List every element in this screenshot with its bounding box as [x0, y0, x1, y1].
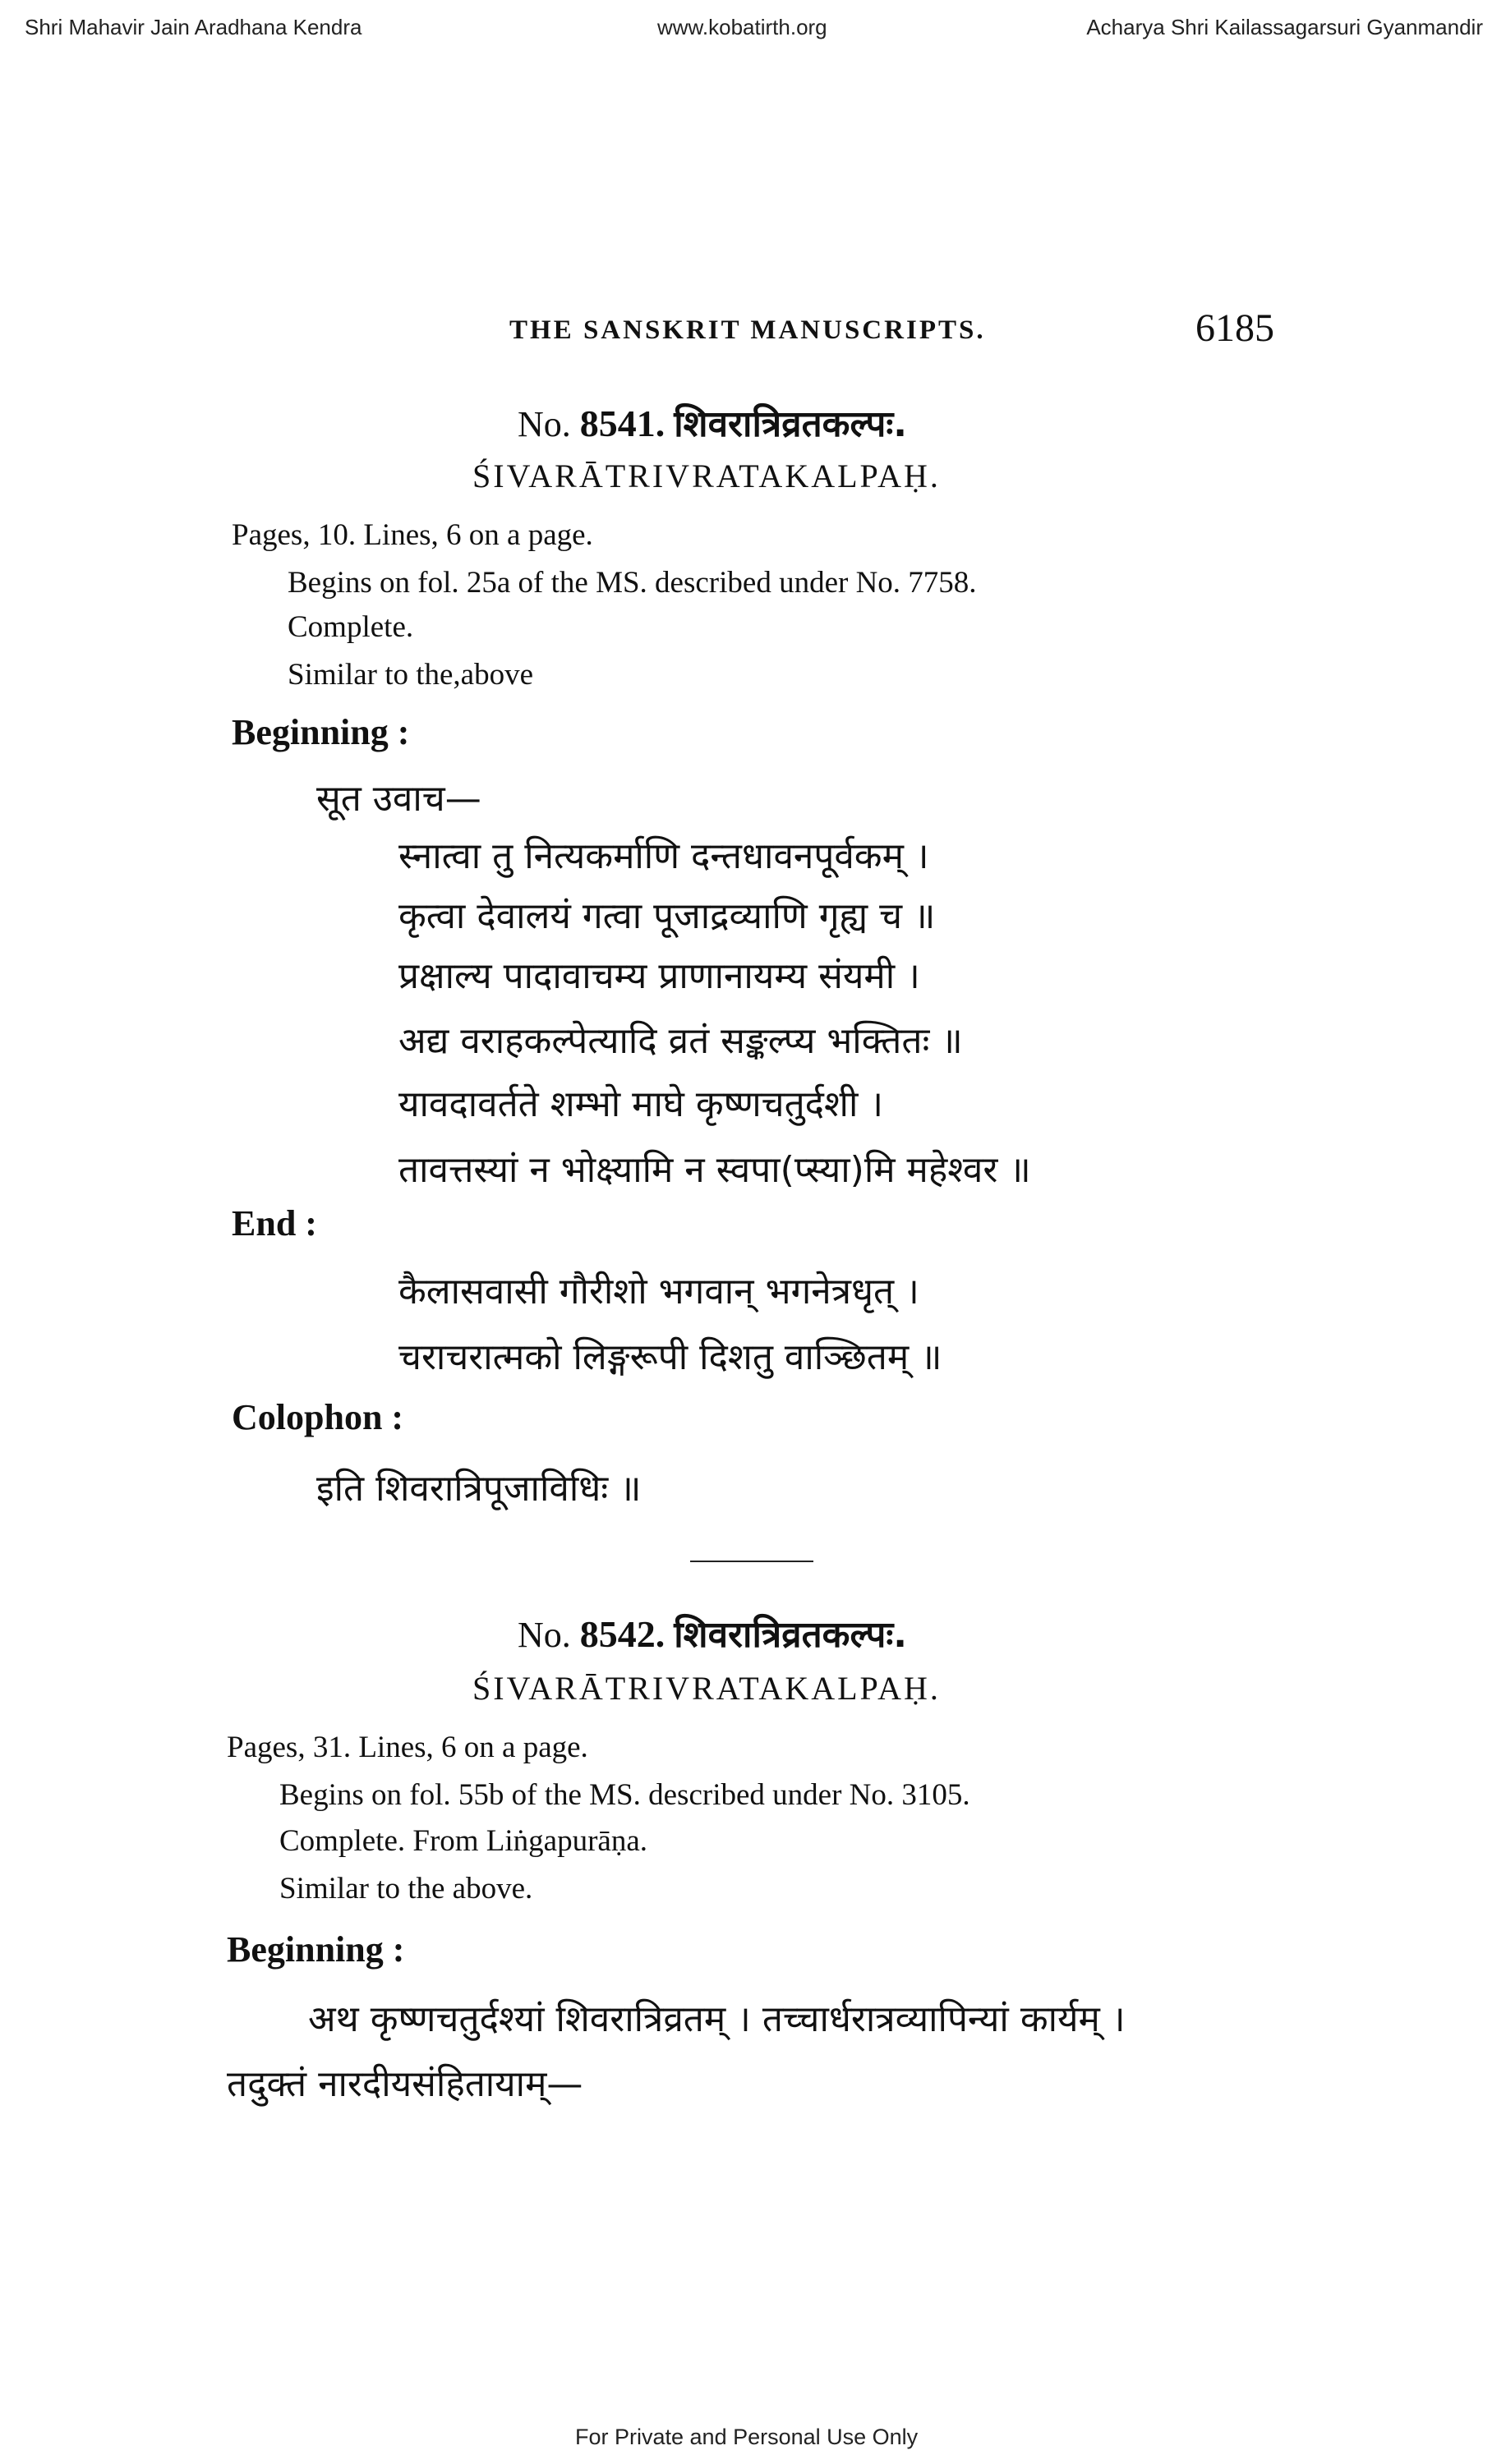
beginning-line: यावदावर्तते शम्भो माघे कृष्णचतुर्दशी ।: [398, 1083, 884, 1125]
entry-8542-heading: [518, 1608, 907, 1657]
entry-title-devanagari: शिवरात्रिव्रतकल्पः.: [674, 1614, 907, 1656]
beginning-line: तावत्तस्यां न भोक्ष्यामि न स्वपा(प्स्या)मि महेश्वर ॥: [398, 1149, 1031, 1191]
entry-8542-translit: ŚIVARĀTRIVRATAKALPAḤ.: [472, 1670, 941, 1707]
entry-number: 8542.: [579, 1613, 665, 1655]
entry-8541-end-label: End :: [232, 1203, 317, 1243]
entry-8542-status: Complete. From Liṅgapurāṇa.: [279, 1824, 648, 1858]
entry-number-prefix: No.: [518, 404, 571, 444]
entry-divider: [690, 1561, 813, 1562]
end-line: कैलासवासी गौरीशो भगवान् भगनेत्रधृत् ।: [398, 1271, 919, 1312]
beginning-line: अद्य वराहकल्पेत्यादि व्रतं सङ्कल्प्य भक्तितः ॥: [398, 1020, 963, 1062]
beginning-line: स्नात्वा तु नित्यकर्माणि दन्तधावनपूर्वकम् ।: [398, 835, 929, 877]
beginning-line: तदुक्तं नारदीयसंहितायाम्—: [227, 2063, 583, 2105]
entry-title-devanagari: शिवरात्रिव्रतकल्पः.: [674, 403, 907, 445]
entry-8541-heading: [518, 398, 907, 447]
entry-8541-colophon-label: Colophon :: [232, 1397, 404, 1437]
entry-8541-pages: Pages, 10. Lines, 6 on a page.: [232, 518, 593, 552]
entry-8542-pages: Pages, 31. Lines, 6 on a page.: [227, 1731, 588, 1764]
entry-8541-beginning-label: Beginning :: [232, 712, 410, 752]
header-left-text: Shri Mahavir Jain Aradhana Kendra: [25, 15, 362, 39]
entry-number: 8541.: [579, 402, 665, 444]
header-right-text: Acharya Shri Kailassagarsuri Gyanmandir: [1086, 15, 1483, 39]
entry-8542-similar: Similar to the above.: [279, 1872, 533, 1905]
entry-8541-begins: Begins on fol. 25a of the MS. described under No. 7758.: [288, 566, 977, 600]
entry-8541-translit: ŚIVARĀTRIVRATAKALPAḤ.: [472, 457, 941, 494]
beginning-line: अथ कृष्णचतुर्दश्यां शिवरात्रिव्रतम् । तच्चार्धरात्रव्यापिन्यां कार्यम् ।: [308, 1998, 1126, 2040]
beginning-line: कृत्वा देवालयं गत्वा पूजाद्रव्याणि गृह्य च ॥: [398, 895, 936, 937]
footer-text: For Private and Personal Use Only: [575, 2425, 919, 2449]
page-number: 6185: [1195, 306, 1274, 350]
beginning-line: प्रक्षाल्य पादावाचम्य प्राणानायम्य संयमी ।: [398, 955, 920, 997]
header-url[interactable]: www.kobatirth.org: [657, 15, 827, 39]
entry-8541-similar: Similar to the,above: [288, 658, 534, 692]
beginning-line: सूत उवाच—: [316, 778, 481, 820]
end-line: चराचरात्मको लिङ्गरूपी दिशतु वाञ्छितम् ॥: [398, 1336, 942, 1378]
entry-8542-beginning-label: Beginning :: [227, 1929, 405, 1970]
entry-8542-begins: Begins on fol. 55b of the MS. described under No. 3105.: [279, 1778, 970, 1812]
running-head-title: THE SANSKRIT MANUSCRIPTS.: [509, 315, 986, 345]
colophon-line: इति शिवरात्रिपूजाविधिः ॥: [316, 1468, 642, 1510]
entry-8541-status: Complete.: [288, 610, 414, 644]
entry-number-prefix: No.: [518, 1615, 571, 1655]
